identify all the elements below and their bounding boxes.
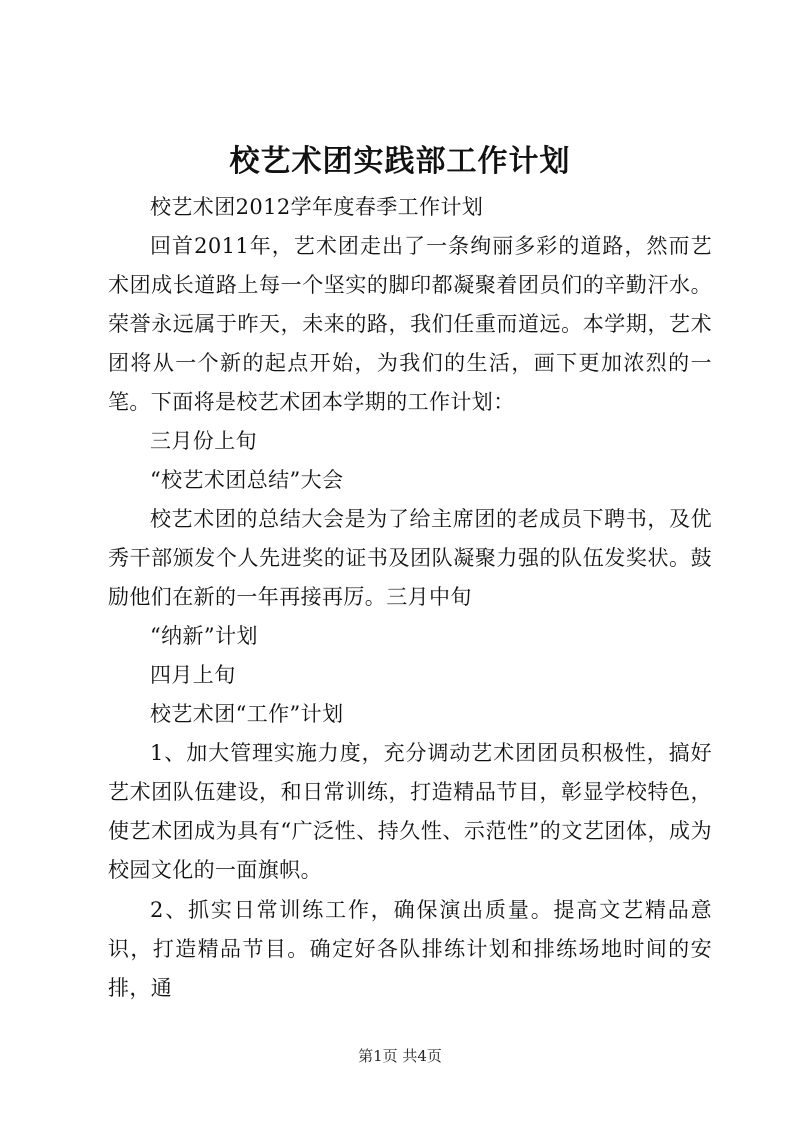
document-title: 校艺术团实践部工作计划	[229, 144, 571, 179]
paragraph-intro: 回首2011年，艺术团走出了一条绚丽多彩的道路，然而艺术团成长道路上每一个坚实的脚印都凝聚着团员们的辛勤汗水。荣誉永远属于昨天，未来的路，我们任重而道远。本学期，艺术团将从一个新的起点开始，为我们的生活，画下更加浓烈的一笔。下面将是校艺术团本学期的工作计划：	[108, 234, 712, 414]
paragraph-work-plan-heading: 校艺术团“工作”计划	[150, 702, 344, 726]
paragraph-subtitle: 校艺术团2012学年度春季工作计划	[150, 195, 484, 219]
paragraph-early-april: 四月上旬	[150, 663, 236, 687]
paragraph-item-2: 2、抓实日常训练工作，确保演出质量。提高文艺精品意识，打造精品节目。确定好各队排练计划和排练场地时间的安排，通	[108, 898, 712, 1000]
paragraph-item-1: 1、加大管理实施力度，充分调动艺术团团员积极性，搞好艺术团队伍建设，和日常训练，打造精品节目，彰显学校特色，使艺术团成为具有“广泛性、持久性、示范性”的文艺团体，成为校园文化的一面旗帜。	[108, 741, 712, 882]
document-body	[108, 188, 712, 1008]
paragraph-early-march: 三月份上旬	[150, 429, 257, 453]
paragraph-summary-meeting-heading: “校艺术团总结”大会	[150, 468, 344, 492]
paragraph-summary-meeting-body: 校艺术团的总结大会是为了给主席团的老成员下聘书，及优秀干部颁发个人先进奖的证书及团队凝聚力强的队伍发奖状。鼓励他们在新的一年再接再厉。三月中旬	[108, 507, 712, 609]
paragraph-recruitment-plan: “纳新”计划	[150, 624, 258, 648]
page-number-footer: 第1页 共4页	[358, 1047, 442, 1065]
